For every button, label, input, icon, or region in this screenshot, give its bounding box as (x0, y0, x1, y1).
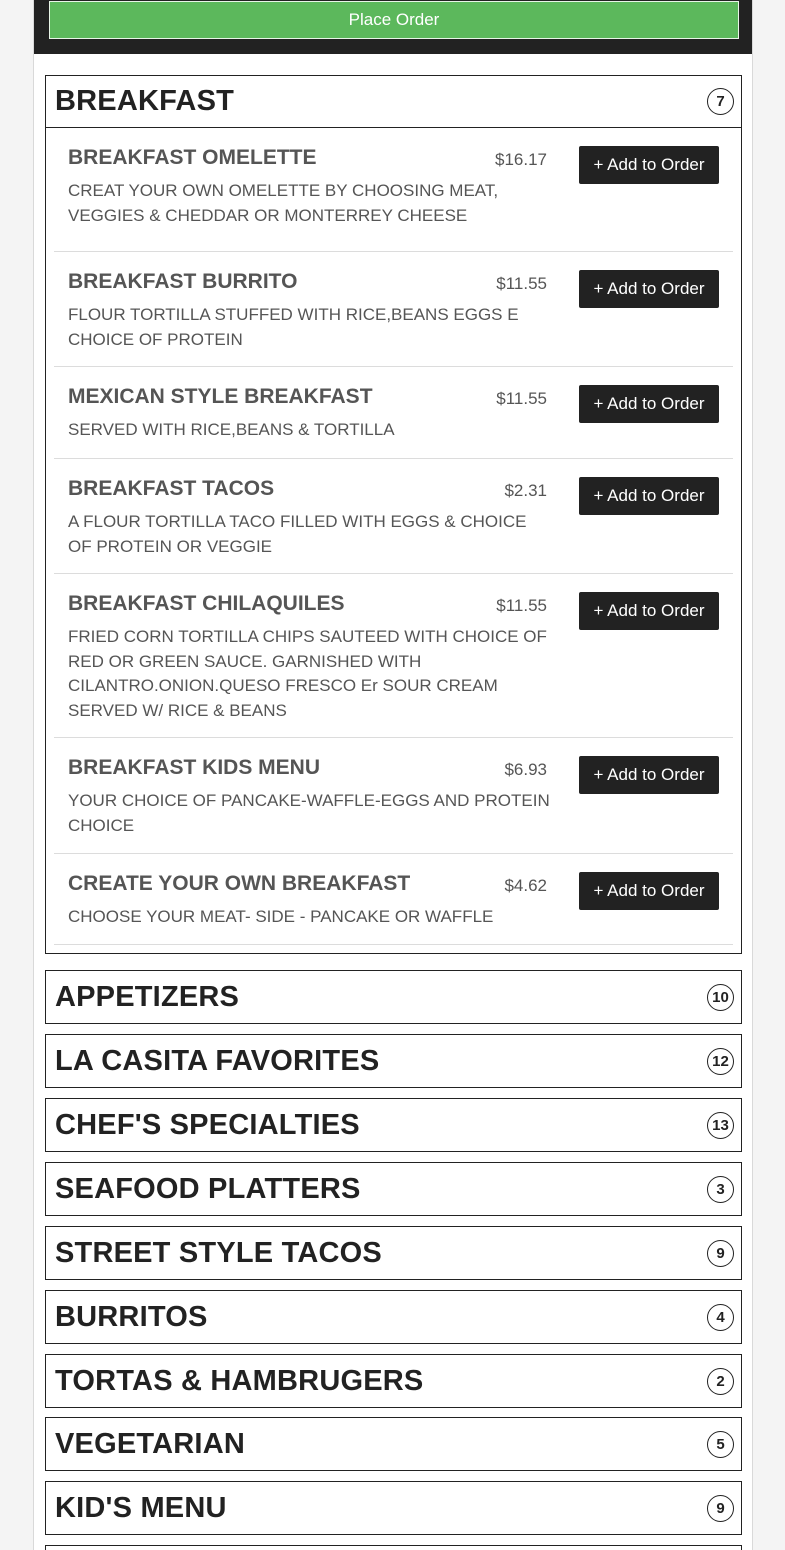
menu-item (54, 459, 733, 574)
place-order-button[interactable]: Place Order (49, 1, 739, 39)
category-title: TORTAS & HAMBRUGERS (55, 1364, 424, 1397)
menu-item-price: $11.55 (496, 596, 547, 615)
menu-item-price: $16.17 (495, 150, 547, 169)
category-vegetarian[interactable] (45, 1417, 742, 1471)
add-to-order-button[interactable]: + Add to Order (579, 146, 719, 184)
menu-item-price: $6.93 (504, 760, 547, 779)
category-title: APPETIZERS (55, 980, 240, 1013)
menu-item-name: BREAKFAST KIDS MENU (68, 756, 321, 779)
menu-item-price: $4.62 (504, 876, 547, 895)
item-count-badge: 5 (707, 1431, 734, 1458)
menu-item-description: YOUR CHOICE OF PANCAKE-WAFFLE-EGGS AND PROTEIN CHOICE (68, 791, 550, 835)
menu-item-description: FLOUR TORTILLA STUFFED WITH RICE,BEANS EGGS E CHOICE OF PROTEIN (68, 305, 519, 349)
category-title: BURRITOS (55, 1300, 208, 1333)
menu-item-price: $2.31 (504, 481, 547, 500)
menu-item (54, 128, 733, 252)
add-to-order-button[interactable]: + Add to Order (579, 756, 719, 794)
category-header[interactable] (46, 1163, 741, 1215)
item-count-badge: 9 (707, 1240, 734, 1267)
order-bar (34, 0, 752, 54)
menu-item-name: BREAKFAST BURRITO (68, 270, 298, 293)
category-chefs-specialties[interactable] (45, 1098, 742, 1152)
category-header[interactable] (46, 1355, 741, 1407)
category-title: VEGETARIAN (55, 1427, 245, 1460)
category-header[interactable] (46, 1291, 741, 1343)
item-count-badge: 7 (707, 88, 734, 115)
item-count-badge: 4 (707, 1304, 734, 1331)
item-count-badge: 9 (707, 1495, 734, 1522)
menu-item-name: BREAKFAST TACOS (68, 477, 275, 500)
item-count-badge: 13 (707, 1112, 734, 1139)
category-kids-menu[interactable] (45, 1481, 742, 1535)
menu-item-description: SERVED WITH RICE,BEANS & TORTILLA (68, 420, 395, 439)
item-count-badge: 2 (707, 1368, 734, 1395)
category-tortas-hamburgers[interactable] (45, 1354, 742, 1408)
item-count-badge: 12 (707, 1048, 734, 1075)
menu-item (54, 854, 733, 945)
menu-item (54, 574, 733, 738)
category-title: STREET STYLE TACOS (55, 1236, 382, 1269)
menu-item-price: $11.55 (496, 389, 547, 408)
menu-item (54, 252, 733, 367)
category-header[interactable] (46, 1099, 741, 1151)
menu-item-name: BREAKFAST OMELETTE (68, 146, 317, 169)
category-header[interactable] (46, 1418, 741, 1470)
menu-item-description: A FLOUR TORTILLA TACO FILLED WITH EGGS & CHOICE OF PROTEIN OR VEGGIE (68, 512, 527, 556)
category-next-partial[interactable] (45, 1545, 742, 1550)
menu-item-name: MEXICAN STYLE BREAKFAST (68, 385, 373, 408)
category-header[interactable] (46, 1482, 741, 1534)
category-header[interactable] (46, 1227, 741, 1279)
category-burritos[interactable] (45, 1290, 742, 1344)
menu-item-description: FRIED CORN TORTILLA CHIPS SAUTEED WITH CHOICE OF RED OR GREEN SAUCE. GARNISHED WITH CILANTRO.ONION.QUESO FRESCO Er SOUR CREAM SERVED W/ RICE & BEANS (68, 627, 547, 720)
add-to-order-button[interactable]: + Add to Order (579, 385, 719, 423)
category-header-breakfast[interactable] (46, 76, 741, 128)
menu-item-description: CHOOSE YOUR MEAT- SIDE - PANCAKE OR WAFFLE (68, 907, 494, 926)
menu-item (54, 738, 733, 854)
menu-item-list (46, 128, 741, 953)
menu-item-description: CREAT YOUR OWN OMELETTE BY CHOOSING MEAT, VEGGIES & CHEDDAR OR MONTERREY CHEESE (68, 181, 499, 225)
category-appetizers[interactable] (45, 970, 742, 1024)
add-to-order-button[interactable]: + Add to Order (579, 872, 719, 910)
item-count-badge: 3 (707, 1176, 734, 1203)
menu-item-name: BREAKFAST CHILAQUILES (68, 592, 345, 615)
category-header[interactable] (46, 971, 741, 1023)
menu-item-price: $11.55 (496, 274, 547, 293)
category-title: SEAFOOD PLATTERS (55, 1172, 361, 1205)
category-street-style-tacos[interactable] (45, 1226, 742, 1280)
category-title: CHEF'S SPECIALTIES (55, 1108, 360, 1141)
category-la-casita-favorites[interactable] (45, 1034, 742, 1088)
menu-item-name: CREATE YOUR OWN BREAKFAST (68, 872, 411, 895)
category-title: LA CASITA FAVORITES (55, 1044, 380, 1077)
item-count-badge: 10 (707, 984, 734, 1011)
menu-page (33, 0, 753, 1550)
category-title: KID'S MENU (55, 1491, 227, 1524)
category-breakfast (45, 75, 742, 954)
category-header[interactable] (46, 1035, 741, 1087)
menu-item (54, 367, 733, 459)
add-to-order-button[interactable]: + Add to Order (579, 477, 719, 515)
category-title: BREAKFAST (55, 85, 235, 117)
category-seafood-platters[interactable] (45, 1162, 742, 1216)
add-to-order-button[interactable]: + Add to Order (579, 592, 719, 630)
add-to-order-button[interactable]: + Add to Order (579, 270, 719, 308)
